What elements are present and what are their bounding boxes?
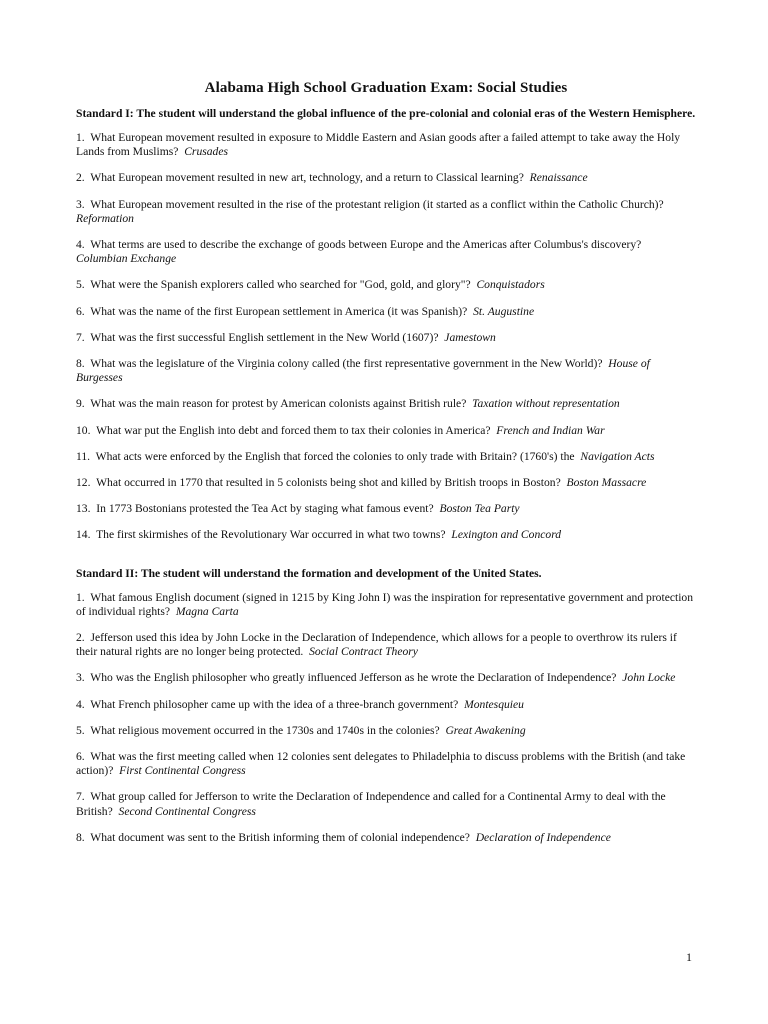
question-number: 1. bbox=[76, 590, 85, 604]
question-item bbox=[76, 331, 696, 345]
question-text: What French philosopher came up with the idea of a three-branch government? bbox=[90, 697, 459, 711]
question-text: What group called for Jefferson to write the Declaration of Independence and called for a Continental Army to deal with the British? bbox=[76, 790, 666, 818]
question-item bbox=[76, 198, 696, 226]
question-item bbox=[76, 591, 696, 619]
question-number: 9. bbox=[76, 397, 85, 411]
question-answer: Social Contract Theory bbox=[309, 645, 418, 659]
question-item bbox=[76, 238, 696, 266]
question-answer: French and Indian War bbox=[496, 423, 605, 437]
question-text: Who was the English philosopher who greatly influenced Jefferson as he wrote the Declaration of Independence? bbox=[90, 671, 617, 685]
question-text: What was the legislature of the Virginia colony called (the first representative government in the New World)? bbox=[90, 357, 603, 371]
document-title: Alabama High School Graduation Exam: Social Studies bbox=[204, 80, 568, 96]
question-number: 11. bbox=[76, 449, 91, 463]
question-text: What was the main reason for protest by American colonists against British rule? bbox=[90, 397, 467, 411]
question-text: What was the first meeting called when 12 colonies sent delegates to Philadelphia to discuss problems with the British (and take action)? bbox=[76, 750, 686, 778]
question-answer: Jamestown bbox=[444, 330, 496, 344]
question-item bbox=[76, 397, 696, 411]
question-answer: Boston Massacre bbox=[566, 476, 647, 490]
question-text: What European movement resulted in exposure to Middle Eastern and Asian goods after a failed attempt to take away the Holy Lands from Muslims? bbox=[76, 131, 681, 159]
question-answer: St. Augustine bbox=[473, 304, 535, 318]
question-text: What was the first successful English settlement in the New World (1607)? bbox=[90, 330, 439, 344]
question-item bbox=[76, 631, 696, 659]
question-text: What was the name of the first European settlement in America (it was Spanish)? bbox=[90, 304, 468, 318]
question-item bbox=[76, 357, 696, 385]
question-answer: Conquistadors bbox=[476, 278, 545, 292]
question-answer: First Continental Congress bbox=[119, 764, 246, 778]
question-answer: Reformation bbox=[76, 211, 134, 225]
question-item bbox=[76, 528, 696, 542]
question-number: 10. bbox=[76, 423, 91, 437]
standard-heading: Standard II: The student will understand the formation and development of the United States. bbox=[76, 566, 542, 580]
question-item bbox=[76, 831, 696, 845]
question-number: 8. bbox=[76, 357, 85, 371]
question-number: 5. bbox=[76, 278, 85, 292]
question-answer: John Locke bbox=[622, 671, 676, 685]
question-answer: Renaissance bbox=[529, 171, 588, 185]
question-answer: Magna Carta bbox=[175, 604, 239, 618]
question-answer: Navigation Acts bbox=[580, 449, 655, 463]
question-text: What were the Spanish explorers called who searched for "God, gold, and glory"? bbox=[90, 278, 471, 292]
question-answer: House of Burgesses bbox=[76, 357, 650, 385]
question-answer: Great Awakening bbox=[445, 723, 526, 737]
question-number: 13. bbox=[76, 502, 91, 516]
question-number: 5. bbox=[76, 723, 85, 737]
question-item bbox=[76, 131, 696, 159]
question-item bbox=[76, 171, 696, 185]
question-item bbox=[76, 278, 696, 292]
question-answer: Crusades bbox=[184, 145, 229, 159]
question-text: What war put the English into debt and forced them to tax their colonies in America? bbox=[96, 423, 491, 437]
page-number: 1 bbox=[686, 950, 692, 964]
question-number: 2. bbox=[76, 631, 85, 645]
question-number: 7. bbox=[76, 330, 85, 344]
question-text: What European movement resulted in new art, technology, and a return to Classical learning? bbox=[90, 171, 524, 185]
question-text: What religious movement occurred in the 1730s and 1740s in the colonies? bbox=[90, 723, 440, 737]
question-number: 7. bbox=[76, 790, 85, 804]
question-item bbox=[76, 424, 696, 438]
question-item bbox=[76, 790, 696, 818]
question-text: What famous English document (signed in 1215 by King John I) was the inspiration for representative government and protection of individual rights? bbox=[76, 590, 694, 618]
question-answer: Lexington and Concord bbox=[451, 528, 562, 542]
question-number: 12. bbox=[76, 476, 91, 490]
question-number: 6. bbox=[76, 750, 85, 764]
question-number: 3. bbox=[76, 671, 85, 685]
question-item bbox=[76, 305, 696, 319]
question-number: 1. bbox=[76, 131, 85, 144]
question-number: 8. bbox=[76, 830, 85, 844]
question-number: 2. bbox=[76, 171, 85, 185]
question-text: What document was sent to the British informing them of colonial independence? bbox=[90, 830, 470, 844]
question-item bbox=[76, 476, 696, 490]
question-item bbox=[76, 450, 696, 464]
question-text: What European movement resulted in the rise of the protestant religion (it started as a conflict within the Catholic Church)? bbox=[90, 197, 664, 211]
section-spacer bbox=[76, 555, 696, 567]
question-number: 4. bbox=[76, 238, 85, 252]
question-text: What occurred in 1770 that resulted in 5 colonists being shot and killed by British troops in Boston? bbox=[96, 476, 561, 490]
question-text: The first skirmishes of the Revolutionary War occurred in what two towns? bbox=[96, 528, 446, 542]
question-text: Jefferson used this idea by John Locke in the Declaration of Independence, which allows for a people to overthrow its rulers if their natural rights are no longer being protected. bbox=[76, 631, 677, 659]
question-item bbox=[76, 698, 696, 712]
standard-heading: Standard I: The student will understand the global influence of the pre-colonial and colonial eras of the Western Hemisphere. bbox=[76, 107, 696, 120]
question-text: In 1773 Bostonians protested the Tea Act by staging what famous event? bbox=[96, 502, 434, 516]
question-answer: Second Continental Congress bbox=[118, 804, 256, 818]
document-page bbox=[76, 80, 696, 857]
question-answer: Montesquieu bbox=[464, 697, 524, 711]
question-text: What acts were enforced by the English that forced the colonies to only trade with Britain? (1760's) the bbox=[95, 449, 575, 463]
question-number: 14. bbox=[76, 528, 91, 542]
question-number: 3. bbox=[76, 197, 85, 211]
question-item bbox=[76, 502, 696, 516]
question-answer: Columbian Exchange bbox=[76, 252, 177, 266]
question-answer: Taxation without representation bbox=[472, 397, 620, 411]
question-answer: Declaration of Independence bbox=[475, 830, 611, 844]
question-number: 6. bbox=[76, 304, 85, 318]
question-text: What terms are used to describe the exchange of goods between Europe and the Americas after Columbus's discovery? bbox=[90, 238, 642, 252]
question-item bbox=[76, 671, 696, 685]
question-answer: Boston Tea Party bbox=[439, 502, 520, 516]
question-number: 4. bbox=[76, 697, 85, 711]
question-item bbox=[76, 724, 696, 738]
question-item bbox=[76, 750, 696, 778]
